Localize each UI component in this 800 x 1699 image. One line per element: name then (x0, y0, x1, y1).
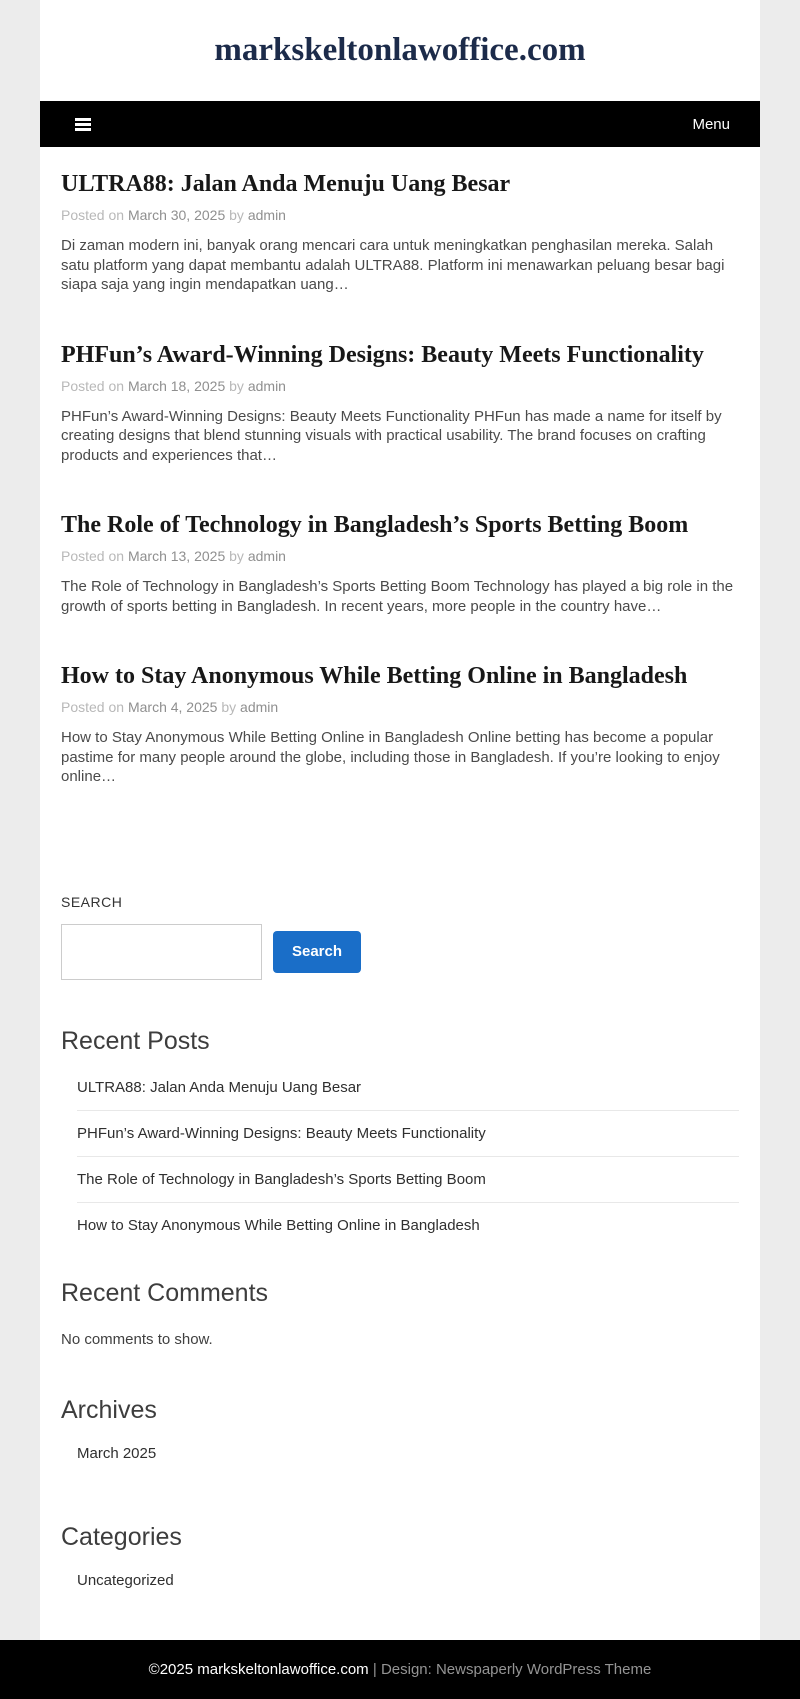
by-label: by (229, 207, 244, 223)
menu-toggle[interactable]: Menu (692, 115, 730, 133)
post-item (61, 169, 739, 295)
list-item (77, 1065, 739, 1111)
by-label: by (229, 377, 244, 394)
page-container (40, 0, 760, 1640)
recent-post-link[interactable]: The Role of Technology in Bangladesh’s Sports Betting Boom (77, 1170, 486, 1188)
post-title (61, 169, 739, 200)
post-title-link[interactable]: PHFun’s Award-Winning Designs: Beauty Meets Functionality (61, 341, 704, 368)
no-comments-message: No comments to show. (61, 1330, 213, 1348)
search-input[interactable] (61, 924, 262, 980)
recent-posts-heading: Recent Posts (61, 1026, 210, 1055)
posted-on-label: Posted on (61, 699, 125, 715)
recent-comments-widget (61, 1278, 739, 1349)
list-item (77, 1558, 739, 1603)
post-author-link[interactable]: admin (247, 377, 286, 394)
sidebar-widgets (40, 893, 760, 1640)
post-excerpt: Di zaman modern ini, banyak orang mencari cara untuk meningkatkan penghasilan mereka. Salah satu platform yang dapat membantu adalah ULTRA88. Platform ini menawarkan peluang besar bagi siapa saja yang ingin mendapatkan uang… (61, 237, 725, 293)
site-footer (0, 1640, 800, 1699)
categories-heading: Categories (61, 1522, 182, 1551)
recent-comments-heading: Recent Comments (61, 1278, 269, 1307)
post-date-link[interactable]: March 4, 2025 (127, 699, 218, 715)
list-item (77, 1111, 739, 1157)
post-item (61, 510, 739, 616)
posted-on-label: Posted on (61, 548, 125, 564)
footer-theme-link[interactable]: Newspaperly WordPress Theme (435, 1660, 652, 1678)
post-list (40, 147, 760, 787)
post-title-link[interactable]: The Role of Technology in Bangladesh’s Sports Betting Boom (61, 512, 689, 538)
post-meta (61, 547, 739, 565)
post-date-link[interactable]: March 30, 2025 (127, 207, 226, 223)
archives-widget (61, 1395, 739, 1476)
recent-post-link[interactable]: How to Stay Anonymous While Betting Online in Bangladesh (77, 1216, 480, 1234)
search-button[interactable]: Search (273, 931, 361, 973)
list-item (77, 1203, 739, 1248)
post-title-link[interactable]: How to Stay Anonymous While Betting Online in Bangladesh (61, 663, 688, 689)
recent-post-link[interactable]: PHFun’s Award-Winning Designs: Beauty Meets Functionality (77, 1124, 486, 1142)
post-title-link[interactable]: ULTRA88: Jalan Anda Menuju Uang Besar (61, 171, 511, 197)
archives-list (61, 1431, 739, 1476)
post-excerpt: The Role of Technology in Bangladesh’s Sports Betting Boom Technology has played a big role in the growth of sports betting in Bangladesh. In recent years, more people in the country have… (61, 578, 734, 615)
archives-heading: Archives (61, 1395, 157, 1424)
search-widget (61, 893, 739, 980)
post-item (61, 661, 739, 787)
post-date-link[interactable]: March 18, 2025 (127, 377, 226, 394)
post-author-link[interactable]: admin (240, 699, 279, 715)
site-title-link[interactable]: markskeltonlawoffice.com (214, 32, 586, 68)
categories-list (61, 1558, 739, 1603)
category-link[interactable]: Uncategorized (77, 1571, 174, 1589)
search-label: SEARCH (61, 893, 123, 910)
post-meta (61, 377, 739, 395)
main-menu-bar (40, 101, 760, 147)
post-date-link[interactable]: March 13, 2025 (127, 548, 226, 564)
list-item (77, 1157, 739, 1203)
posted-on-label: Posted on (61, 377, 125, 394)
recent-posts-list (61, 1065, 739, 1248)
post-meta (61, 206, 739, 224)
categories-widget (61, 1522, 739, 1603)
post-excerpt: PHFun’s Award-Winning Designs: Beauty Meets Functionality PHFun has made a name for itself by creating designs that blend stunning visuals with practical usability. The brand focuses on crafting products and experiences that… (61, 407, 722, 464)
post-item (61, 340, 739, 466)
footer-design-label: Design: (380, 1660, 432, 1678)
footer-copyright: ©2025 markskeltonlawoffice.com (148, 1660, 369, 1678)
search-row (61, 924, 739, 980)
archive-link[interactable]: March 2025 (77, 1444, 157, 1462)
post-title (61, 661, 739, 692)
post-excerpt: How to Stay Anonymous While Betting Online in Bangladesh Online betting has become a popular pastime for many people around the globe, including those in Bangladesh. If you’re looking to enjoy online… (61, 729, 720, 785)
post-title (61, 510, 739, 541)
post-author-link[interactable]: admin (247, 207, 286, 223)
list-item (77, 1431, 739, 1476)
by-label: by (221, 699, 237, 715)
recent-posts-widget (61, 1026, 739, 1248)
post-meta (61, 698, 739, 716)
footer-separator: | (372, 1660, 377, 1678)
post-author-link[interactable]: admin (247, 548, 286, 564)
post-title (61, 340, 739, 371)
recent-post-link[interactable]: ULTRA88: Jalan Anda Menuju Uang Besar (77, 1078, 362, 1096)
site-header (40, 0, 760, 101)
hamburger-icon[interactable] (75, 118, 91, 131)
posted-on-label: Posted on (61, 207, 125, 223)
by-label: by (229, 548, 244, 564)
